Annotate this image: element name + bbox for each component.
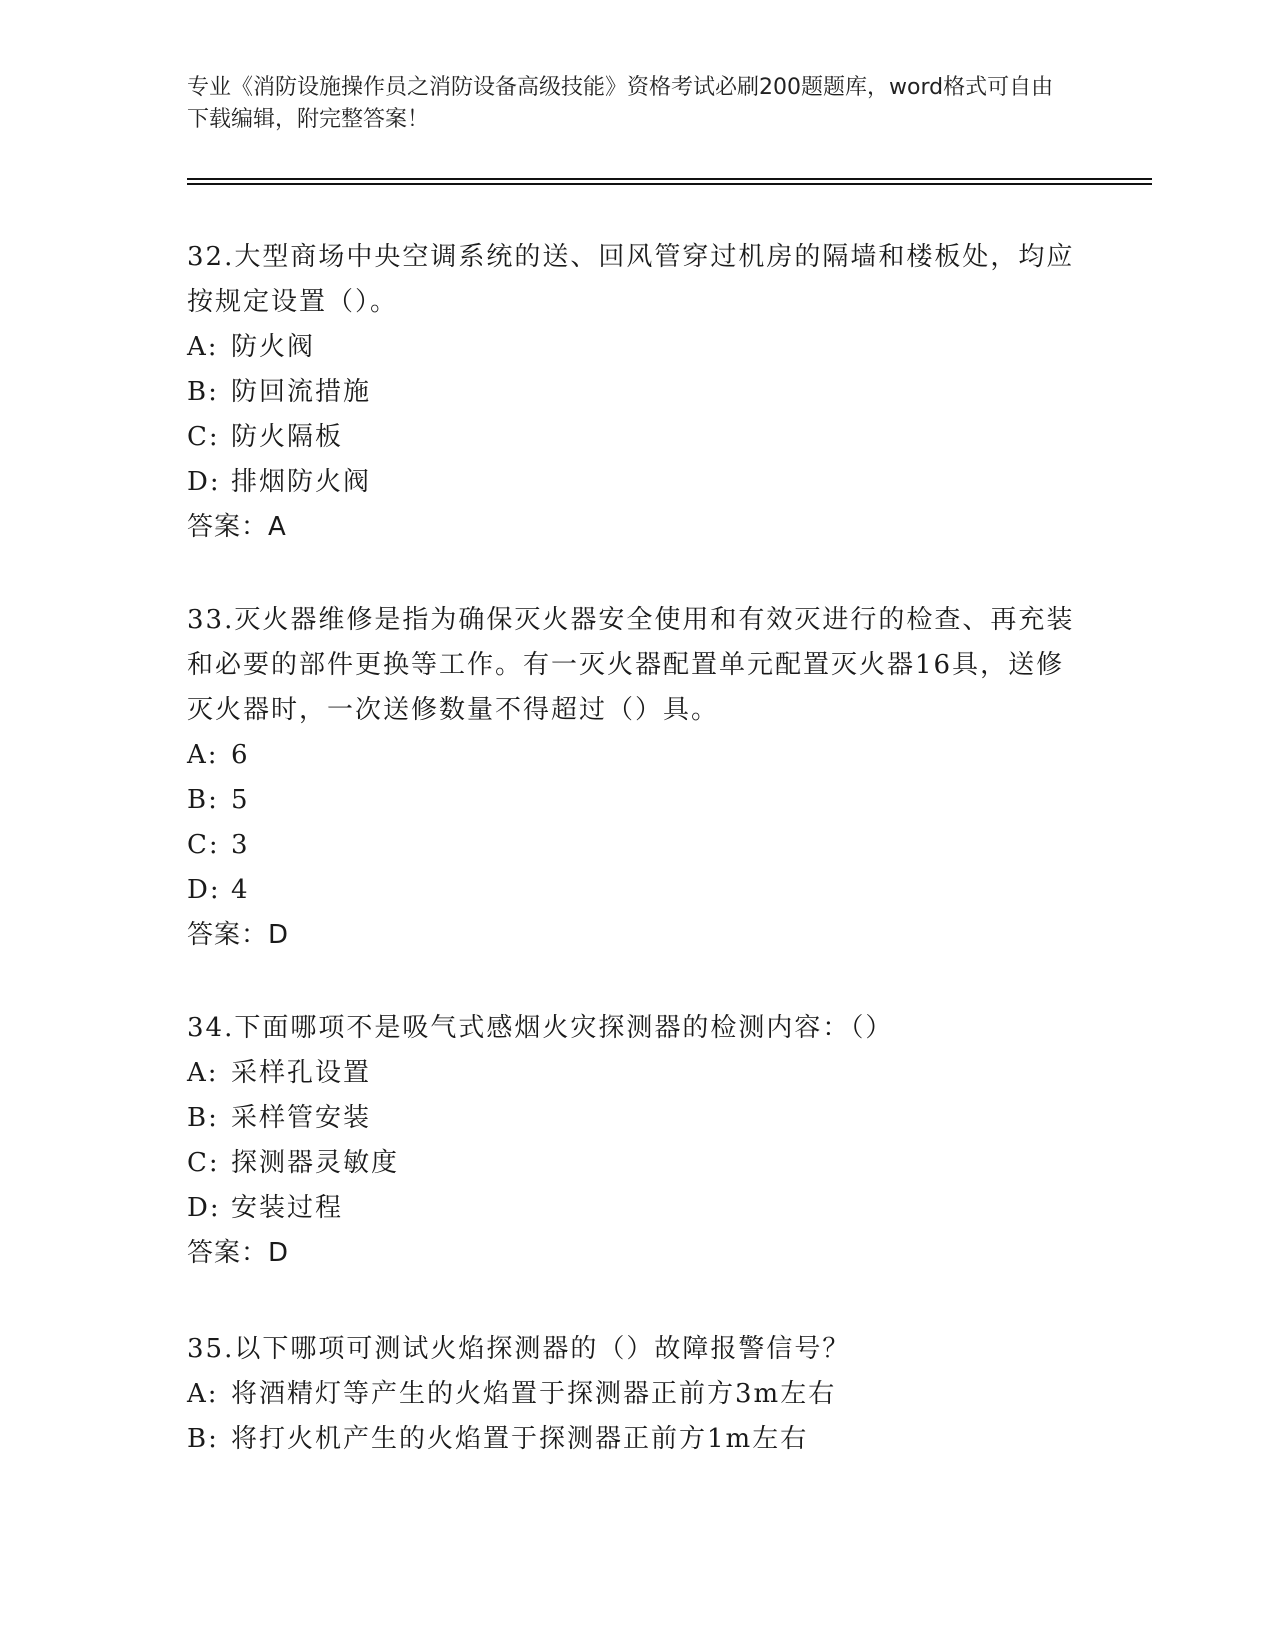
option-key: C:	[187, 1148, 220, 1178]
option-c	[187, 1141, 1087, 1186]
option-b	[187, 1417, 1087, 1462]
option-text: 防回流措施	[231, 377, 372, 407]
question-32	[187, 235, 1087, 550]
option-text: 排烟防火阀	[231, 467, 372, 497]
option-text: 将酒精灯等产生的火焰置于探测器正前方3m左右	[231, 1379, 837, 1409]
header-divider-bottom	[187, 183, 1152, 185]
option-key: C:	[187, 422, 220, 452]
option-text: 采样管安装	[231, 1103, 372, 1133]
option-a	[187, 1051, 1087, 1096]
question-34	[187, 1006, 1087, 1276]
option-key: D:	[187, 467, 221, 497]
option-text: 3	[231, 830, 250, 860]
answer-line: 答案：D	[187, 920, 290, 950]
option-text: 5	[231, 785, 250, 815]
option-key: B:	[187, 1103, 219, 1133]
option-a	[187, 1372, 1087, 1417]
option-key: B:	[187, 1424, 219, 1454]
option-a	[187, 325, 1087, 370]
option-text: 防火隔板	[231, 422, 344, 452]
option-c	[187, 823, 1087, 868]
question-stem: 34.下面哪项不是吸气式感烟火灾探测器的检测内容：（）	[187, 1013, 894, 1043]
option-key: A:	[187, 1379, 219, 1409]
option-b	[187, 370, 1087, 415]
option-text: 6	[231, 740, 250, 770]
option-d	[187, 868, 1087, 913]
option-key: A:	[187, 1058, 219, 1088]
question-stem: 33.灭火器维修是指为确保灭火器安全使用和有效灭进行的检查、再充装和必要的部件更换等工作。有一灭火器配置单元配置灭火器16具，送修灭火器时，一次送修数量不得超过（）具。	[187, 605, 1075, 725]
header-divider-top	[187, 178, 1152, 180]
option-key: B:	[187, 785, 219, 815]
option-text: 采样孔设置	[231, 1058, 372, 1088]
option-b	[187, 1096, 1087, 1141]
option-key: A:	[187, 332, 219, 362]
option-c	[187, 415, 1087, 460]
option-key: D:	[187, 875, 221, 905]
option-d	[187, 460, 1087, 505]
document-intro: 专业《消防设施操作员之消防设备高级技能》资格考试必刷200题题库，word格式可自由下载编辑，附完整答案！	[187, 75, 1054, 132]
option-text: 探测器灵敏度	[231, 1148, 400, 1178]
option-text: 防火阀	[231, 332, 316, 362]
option-d	[187, 1186, 1087, 1231]
question-35	[187, 1327, 1087, 1462]
question-stem: 35.以下哪项可测试火焰探测器的（）故障报警信号？	[187, 1334, 851, 1364]
option-a	[187, 733, 1087, 778]
option-text: 4	[231, 875, 250, 905]
answer-line: 答案：A	[187, 512, 287, 542]
question-stem: 32.大型商场中央空调系统的送、回风管穿过机房的隔墙和楼板处，均应按规定设置（）。	[187, 242, 1075, 317]
question-33	[187, 598, 1087, 958]
option-key: B:	[187, 377, 219, 407]
option-text: 将打火机产生的火焰置于探测器正前方1m左右	[231, 1424, 809, 1454]
option-key: D:	[187, 1193, 221, 1223]
option-text: 安装过程	[231, 1193, 344, 1223]
option-b	[187, 778, 1087, 823]
option-key: A:	[187, 740, 219, 770]
option-key: C:	[187, 830, 220, 860]
answer-line: 答案：D	[187, 1238, 290, 1268]
